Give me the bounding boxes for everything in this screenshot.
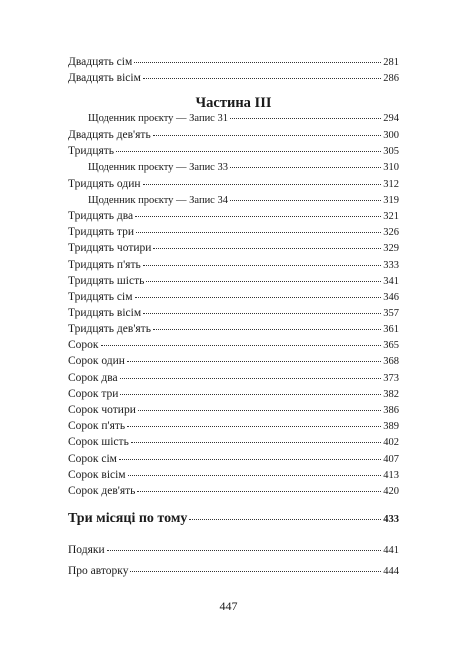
toc-entry <box>68 225 399 240</box>
toc-entry-page: 294 <box>383 113 399 124</box>
toc-entry-title: Двадцять дев'ять <box>68 129 151 141</box>
toc-entry <box>68 387 399 402</box>
toc-entry-title: Тридцять два <box>68 210 134 222</box>
leader-dots <box>143 312 381 314</box>
toc-entry <box>68 306 399 321</box>
toc-entry-page: 357 <box>383 308 399 319</box>
toc-entry-title: Сорок дев'ять <box>68 485 136 497</box>
leader-dots <box>107 549 382 551</box>
toc-entry-title: Тридцять три <box>68 226 135 238</box>
toc-entry-page: 389 <box>383 421 399 432</box>
toc-entry-page: 300 <box>383 130 399 141</box>
leader-dots <box>120 377 382 379</box>
toc-entry-page: 407 <box>383 454 399 465</box>
leader-dots <box>137 490 381 492</box>
toc-entry-title: Тридцять чотири <box>68 242 152 254</box>
toc-entry-title: Щоденник проєкту — Запис 33 <box>88 162 228 173</box>
toc-entry-diary <box>88 194 399 208</box>
toc-entry <box>68 435 399 450</box>
leader-dots <box>153 328 381 330</box>
leader-dots <box>127 425 381 427</box>
toc-entry <box>68 144 399 159</box>
leader-dots <box>136 231 381 233</box>
toc-entry-page: 281 <box>383 57 399 68</box>
toc-entry-title: Подяки <box>68 544 105 556</box>
toc-entry-title: Сорок п'ять <box>68 420 126 432</box>
toc-entry <box>68 290 399 305</box>
toc-entry-page: 386 <box>383 405 399 416</box>
leader-dots <box>230 199 381 201</box>
toc-entry-title: Сорок шість <box>68 436 129 448</box>
toc-entry <box>68 209 399 224</box>
toc-entry-page: 341 <box>383 276 399 287</box>
leader-dots <box>230 117 381 119</box>
leader-dots <box>130 570 381 572</box>
toc-entry-page: 310 <box>383 162 399 173</box>
toc-entry <box>68 128 399 143</box>
toc-entry <box>68 468 399 483</box>
toc-entry-page: 305 <box>383 146 399 157</box>
leader-dots <box>116 150 381 152</box>
toc-entry-title: Тридцять сім <box>68 291 133 303</box>
toc-entry-title: Тридцять один <box>68 178 141 190</box>
toc-entry-page: 382 <box>383 389 399 400</box>
toc-entry-title: Три місяці по тому <box>68 511 188 526</box>
toc-entry-title: Сорок вісім <box>68 469 126 481</box>
toc-entry-title: Тридцять шість <box>68 275 145 287</box>
toc-entry-page: 326 <box>383 227 399 238</box>
leader-dots <box>143 264 382 266</box>
toc-entry-title: Тридцять дев'ять <box>68 323 151 335</box>
toc-entry-page: 365 <box>383 340 399 351</box>
toc-entry <box>68 338 399 353</box>
leader-dots <box>138 409 381 411</box>
leader-dots <box>131 441 381 443</box>
leader-dots <box>230 166 381 168</box>
toc-entry <box>68 241 399 256</box>
toc-entry-title: Сорок два <box>68 372 118 384</box>
toc-entry-title: Сорок <box>68 339 99 351</box>
leader-dots <box>146 280 381 282</box>
toc-entry <box>68 543 399 558</box>
toc-entry-title: Про авторку <box>68 565 129 577</box>
leader-dots <box>143 77 381 79</box>
toc-entry-page: 333 <box>383 260 399 271</box>
toc-entry <box>68 177 399 192</box>
toc-entry-page: 444 <box>383 566 399 577</box>
toc-entry-page: 373 <box>383 373 399 384</box>
toc-entry-page: 441 <box>383 545 399 556</box>
toc-entry-diary <box>88 161 399 175</box>
toc-entry-title: Сорок сім <box>68 453 117 465</box>
toc-entry-title: Тридцять <box>68 145 115 157</box>
toc-entry-title: Щоденник проєкту — Запис 34 <box>88 195 228 206</box>
toc-entry <box>68 274 399 289</box>
toc-entry-epilogue <box>68 510 399 528</box>
toc-entry <box>68 403 399 418</box>
toc-entry-page: 402 <box>383 437 399 448</box>
part-heading: Частина ІІІ <box>195 95 272 111</box>
leader-dots <box>153 247 381 249</box>
toc-entry-title: Сорок три <box>68 388 119 400</box>
toc-entry-title: Двадцять сім <box>68 56 133 68</box>
toc-entry <box>68 71 399 86</box>
toc-entry-title: Щоденник проєкту — Запис 31 <box>88 113 228 124</box>
toc-entry-title: Сорок один <box>68 355 125 367</box>
leader-dots <box>135 215 381 217</box>
toc-entry <box>68 371 399 386</box>
toc-entry-page: 413 <box>383 470 399 481</box>
toc-entry <box>68 322 399 337</box>
toc-entry-page: 361 <box>383 324 399 335</box>
toc-entry <box>68 258 399 273</box>
leader-dots <box>143 183 382 185</box>
toc-entry-page: 368 <box>383 356 399 367</box>
toc-entry-page: 312 <box>383 179 399 190</box>
toc-entry-title: Тридцять вісім <box>68 307 142 319</box>
leader-dots <box>119 458 381 460</box>
toc-entry-page: 433 <box>383 514 399 525</box>
leader-dots <box>153 134 382 136</box>
toc-entry <box>68 55 399 70</box>
toc-entry-title: Тридцять п'ять <box>68 259 141 271</box>
leader-dots <box>120 393 381 395</box>
toc-entry-page: 321 <box>383 211 399 222</box>
leader-dots <box>134 61 381 63</box>
toc-entry <box>68 484 399 499</box>
toc-entry-page: 319 <box>383 195 399 206</box>
toc-entry-title: Сорок чотири <box>68 404 136 416</box>
toc-entry-page: 286 <box>383 73 399 84</box>
leader-dots <box>101 344 382 346</box>
leader-dots <box>189 518 381 520</box>
toc-entry <box>68 564 399 579</box>
toc-entry-page: 346 <box>383 292 399 303</box>
page-number: 447 <box>219 599 238 613</box>
toc-entry-page: 420 <box>383 486 399 497</box>
leader-dots <box>127 360 381 362</box>
leader-dots <box>135 296 382 298</box>
toc-entry <box>68 354 399 369</box>
toc-entry-title: Двадцять вісім <box>68 72 141 84</box>
toc-entry <box>68 419 399 434</box>
leader-dots <box>128 474 382 476</box>
toc-entry-diary <box>88 112 399 126</box>
toc-entry-page: 329 <box>383 243 399 254</box>
toc-entry <box>68 452 399 467</box>
